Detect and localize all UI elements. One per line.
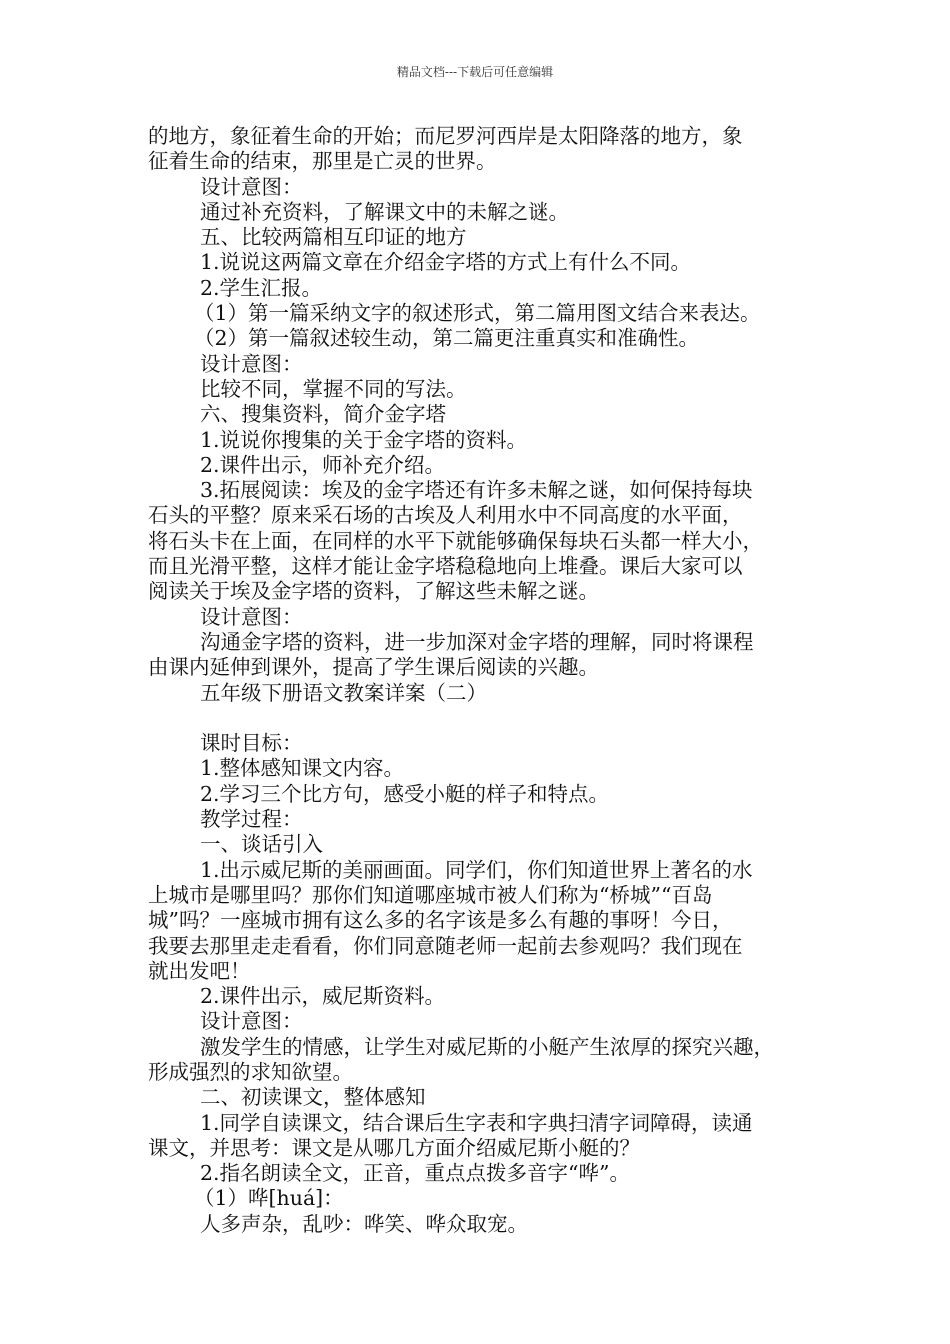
page-header: 精品文档---下载后可任意编辑 (396, 65, 554, 79)
text-line: 设计意图： (200, 351, 303, 376)
text-line: 二、初读课文，整体感知 (200, 1085, 426, 1110)
document-body (148, 124, 813, 1237)
text-line (148, 706, 813, 731)
text-line: 六、搜集资料，简介金字塔 (200, 402, 446, 427)
text-line: 人多声杂，乱吵：哗笑、哗众取宠。 (200, 1211, 528, 1236)
text-line: 课时目标： (200, 731, 303, 756)
text-line: 1.整体感知课文内容。 (200, 756, 405, 781)
text-line: 的地方，象征着生命的开始；而尼罗河西岸是太阳降落的地方，象 (148, 124, 743, 148)
text-line: 石头的平整？原来采石场的古埃及人利用水中不同高度的水平面， (148, 503, 743, 528)
text-line: 由课内延伸到课外，提高了学生课后阅读的兴趣。 (148, 655, 599, 680)
text-line: 就出发吧！ (148, 958, 251, 983)
text-line: （1）哗[huá]： (194, 1186, 344, 1211)
text-line: 2.学习三个比方句，感受小艇的样子和特点。 (200, 781, 610, 806)
text-line: 1.同学自读课文，结合课后生字表和字典扫清字词障碍，读通 (200, 1110, 753, 1135)
text-line: 3.拓展阅读：埃及的金字塔还有许多未解之谜，如何保持每块 (200, 478, 753, 503)
text-line: 1.说说你搜集的关于金字塔的资料。 (200, 427, 528, 452)
text-line: 设计意图： (200, 604, 303, 629)
text-line: 课文，并思考：课文是从哪几方面介绍威尼斯小艇的？ (148, 1135, 640, 1160)
text-line: 比较不同，掌握不同的写法。 (200, 376, 467, 401)
text-line: 上城市是哪里吗？那你们知道哪座城市被人们称为“桥城”“百岛 (148, 882, 713, 907)
text-line: 设计意图： (200, 174, 303, 199)
text-line: 通过补充资料，了解课文中的未解之谜。 (200, 199, 569, 224)
text-line: 2.课件出示，威尼斯资料。 (200, 984, 446, 1009)
text-line: 阅读关于埃及金字塔的资料，了解这些未解之谜。 (148, 579, 599, 604)
text-line: 五、比较两篇相互印证的地方 (200, 225, 467, 250)
text-line: 设计意图： (200, 1009, 303, 1034)
text-line: 将石头卡在上面，在同样的水平下就能够确保每块石头都一样大小， (148, 528, 763, 553)
text-line: 激发学生的情感，让学生对威尼斯的小艇产生浓厚的探究兴趣， (200, 1034, 774, 1059)
text-line: 一、谈话引入 (200, 832, 323, 857)
text-line: 形成强烈的求知欲望。 (148, 1059, 353, 1084)
text-line: 而且光滑平整，这样才能让金字塔稳稳地向上堆叠。课后大家可以 (148, 554, 743, 579)
text-line: 1.出示威尼斯的美丽画面。同学们，你们知道世界上著名的水 (200, 857, 753, 882)
text-line: 2.课件出示，师补充介绍。 (200, 452, 446, 477)
text-line: 教学过程： (200, 807, 303, 832)
text-line: 沟通金字塔的资料，进一步加深对金字塔的理解，同时将课程 (200, 629, 754, 654)
text-line: 2.指名朗读全文，正音，重点点拨多音字“哗”。 (200, 1161, 631, 1186)
text-line: 我要去那里走走看看，你们同意随老师一起前去参观吗？我们现在 (148, 933, 743, 958)
text-line: 2.学生汇报。 (200, 275, 323, 300)
text-line: 征着生命的结束，那里是亡灵的世界。 (148, 149, 497, 174)
text-line: （1）第一篇采纳文字的叙述形式，第二篇用图文结合来表达。 (194, 301, 761, 326)
text-line: 城”吗？一座城市拥有这么多的名字该是多么有趣的事呀！今日， (148, 908, 733, 933)
text-line: 五年级下册语文教案详案（二） (200, 680, 487, 705)
text-line: （2）第一篇叙述较生动，第二篇更注重真实和准确性。 (194, 326, 700, 351)
text-line: 1.说说这两篇文章在介绍金字塔的方式上有什么不同。 (200, 250, 692, 275)
